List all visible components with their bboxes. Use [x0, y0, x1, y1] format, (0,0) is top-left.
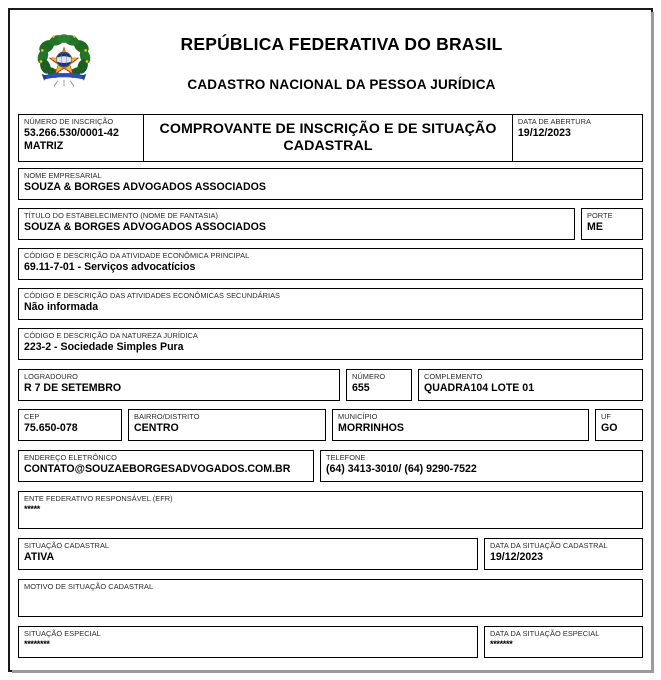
field-value: GO: [601, 422, 618, 434]
field-value: 19/12/2023: [517, 127, 571, 139]
field-label: TÍTULO DO ESTABELECIMENTO (NOME DE FANTASIA): [24, 211, 218, 220]
field-value: SOUZA & BORGES ADVOGADOS ASSOCIADOS: [24, 181, 266, 193]
field-value: CONTATO@SOUZAEBORGESADVOGADOS.COM.BR: [24, 463, 291, 475]
comprovante-title: COMPROVANTE DE INSCRIÇÃO E DE SITUAÇÃO CADASTRAL: [159, 121, 497, 154]
field-value: 53.266.530/0001-42: [24, 127, 119, 139]
comprovante-title-box: [144, 114, 512, 162]
field-value: 223-2 - Sociedade Simples Pura: [24, 341, 184, 353]
field-value: 655: [352, 382, 370, 394]
titulo-estabelecimento-row: [18, 208, 643, 240]
field-value: 69.11-7-01 - Serviços advocatícios: [24, 261, 196, 273]
field-porte: [581, 208, 643, 240]
field-atividade-principal: [18, 248, 643, 280]
field-label: LOGRADOURO: [24, 372, 78, 381]
field-numero-inscricao: [18, 114, 144, 162]
field-label: NÚMERO: [352, 372, 386, 381]
field-value: 75.650-078: [24, 422, 78, 434]
field-value: MORRINHOS: [338, 422, 404, 434]
field-label: UF: [601, 412, 611, 421]
document-page: [8, 8, 653, 672]
field-label: MUNICÍPIO: [338, 412, 378, 421]
address-row-1: [18, 369, 643, 401]
efr-row: [18, 491, 643, 529]
field-label: COMPLEMENTO: [424, 372, 483, 381]
field-label: CEP: [24, 412, 40, 421]
field-situacao-especial: [18, 626, 478, 658]
field-label: NÚMERO DE INSCRIÇÃO: [24, 117, 114, 126]
field-label: TELEFONE: [326, 453, 366, 462]
field-label: MOTIVO DE SITUAÇÃO CADASTRAL: [24, 582, 154, 591]
field-atividades-secundarias: [18, 288, 643, 320]
title-row: [18, 114, 643, 162]
field-data-situacao-cadastral: [484, 538, 643, 570]
atividades-secundarias-row: [18, 288, 643, 320]
field-value: ********: [24, 639, 50, 649]
emblem-container: [18, 22, 110, 90]
document-header: [18, 16, 643, 114]
field-label: BAIRRO/DISTRITO: [134, 412, 200, 421]
page-subtitle: CADASTRO NACIONAL DA PESSOA JURÍDICA: [187, 77, 496, 92]
field-value: QUADRA104 LOTE 01: [424, 382, 535, 394]
field-value-secondary: MATRIZ: [24, 140, 64, 152]
field-bairro: [128, 409, 326, 441]
header-titles: [110, 22, 643, 92]
field-value: SOUZA & BORGES ADVOGADOS ASSOCIADOS: [24, 221, 266, 233]
field-motivo-situacao-cadastral: [18, 579, 643, 617]
field-label: CÓDIGO E DESCRIÇÃO DAS ATIVIDADES ECONÔMICAS SECUNDÁRIAS: [24, 291, 281, 300]
field-endereco-eletronico: [18, 450, 314, 482]
field-municipio: [332, 409, 589, 441]
page-title: REPÚBLICA FEDERATIVA DO BRASIL: [180, 34, 503, 54]
field-data-abertura: [512, 114, 643, 162]
field-label: NOME EMPRESARIAL: [24, 171, 102, 180]
field-value: *******: [490, 639, 513, 649]
field-value: ME: [587, 221, 603, 233]
situacao-cadastral-row: [18, 538, 643, 570]
field-value: (64) 3413-3010/ (64) 9290-7522: [326, 463, 477, 475]
field-label: DATA DA SITUAÇÃO CADASTRAL: [490, 541, 608, 550]
address-row-2: [18, 409, 643, 441]
field-value: CENTRO: [134, 422, 179, 434]
field-label: SITUAÇÃO CADASTRAL: [24, 541, 110, 550]
field-label: CÓDIGO E DESCRIÇÃO DA ATIVIDADE ECONÔMICA PRINCIPAL: [24, 251, 250, 260]
field-value: R 7 DE SETEMBRO: [24, 382, 122, 394]
field-label: CÓDIGO E DESCRIÇÃO DA NATUREZA JURÍDICA: [24, 331, 198, 340]
field-label: ENTE FEDERATIVO RESPONSÁVEL (EFR): [24, 494, 173, 503]
situacao-especial-row: [18, 626, 643, 658]
field-natureza-juridica: [18, 328, 643, 360]
field-cep: [18, 409, 122, 441]
motivo-situacao-row: [18, 579, 643, 617]
atividade-principal-row: [18, 248, 643, 280]
brazil-coat-of-arms-icon: [33, 28, 95, 90]
field-uf: [595, 409, 643, 441]
field-logradouro: [18, 369, 340, 401]
field-situacao-cadastral: [18, 538, 478, 570]
field-value: *****: [24, 504, 41, 514]
field-label: DATA DE ABERTURA: [517, 117, 591, 126]
field-complemento: [418, 369, 643, 401]
field-data-situacao-especial: [484, 626, 643, 658]
field-value: 19/12/2023: [490, 551, 544, 563]
field-nome-empresarial: [18, 168, 643, 200]
field-telefone: [320, 450, 643, 482]
natureza-juridica-row: [18, 328, 643, 360]
contact-row: [18, 450, 643, 482]
nome-empresarial-row: [18, 168, 643, 200]
field-titulo-estabelecimento: [18, 208, 575, 240]
field-value: Não informada: [24, 301, 99, 313]
field-label: DATA DA SITUAÇÃO ESPECIAL: [490, 629, 600, 638]
field-efr: [18, 491, 643, 529]
field-value: ATIVA: [24, 551, 55, 563]
field-label: PORTE: [587, 211, 613, 220]
field-label: SITUAÇÃO ESPECIAL: [24, 629, 101, 638]
field-numero: [346, 369, 412, 401]
field-label: ENDEREÇO ELETRÔNICO: [24, 453, 117, 462]
